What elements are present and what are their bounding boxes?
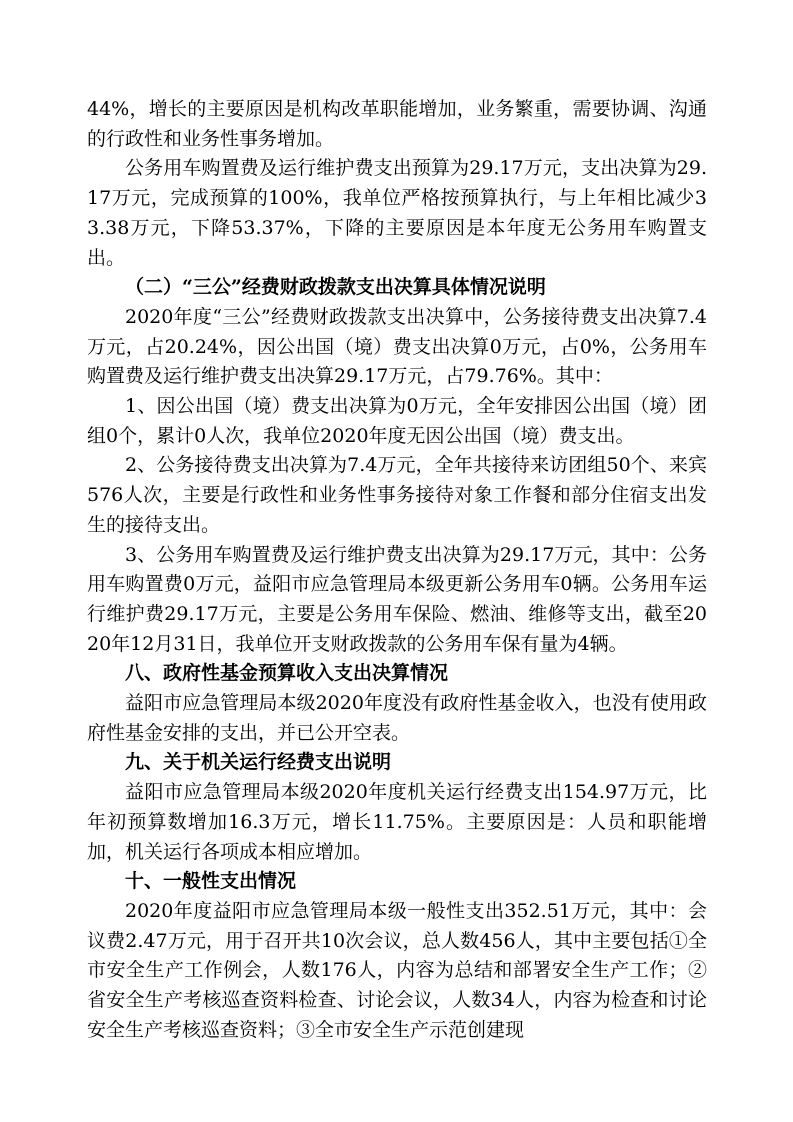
section-heading-three-public-details: （二）“三公”经费财政拨款支出决算具体情况说明 xyxy=(125,276,546,299)
section-heading-government-fund: 八、政府性基金预算收入支出决算情况 xyxy=(125,662,449,685)
paragraph-growth-reason: 44%，增长的主要原因是机构改革职能增加，业务繁重，需要协调、沟通的行政性和业务性事务增加。 xyxy=(87,98,707,150)
section-heading-general-expenditure: 十、一般性支出情况 xyxy=(125,870,297,893)
paragraph-government-fund: 益阳市应急管理局本级2020年度没有政府性基金收入，也没有使用政府性基金安排的支出，并已公开空表。 xyxy=(87,692,707,744)
paragraph-overseas-travel: 1、因公出国（境）费支出决算为0万元，全年安排因公出国（境）团组0个，累计0人次，我单位2020年度无因公出国（境）费支出。 xyxy=(87,395,707,447)
paragraph-vehicle-budget: 公务用车购置费及运行维护费支出预算为29.17万元，支出决算为29.17万元，完成预算的100%，我单位严格按预算执行，与上年相比减少33.38万元，下降53.37%，下降的主要原因是本年度无公务用车购置支出。 xyxy=(87,157,707,269)
paragraph-general-expenditure: 2020年度益阳市应急管理局本级一般性支出352.51万元，其中：会议费2.47万元，用于召开共10次会议，总人数456人，其中主要包括①全市安全生产工作例会，人数176人，内容为总结和部署安全生产工作；②省安全生产考核巡查资料检查、讨论会议，人数34人，内容为检查和讨论安全生产考核巡查资料；③全市安全生产示范创建现 xyxy=(87,899,707,1041)
paragraph-reception: 2、公务接待费支出决算为7.4万元，全年共接待来访团组50个、来宾576人次，主要是行政性和业务性事务接待对象工作餐和部分住宿支出发生的接待支出。 xyxy=(87,454,707,536)
paragraph-operating-expenses: 益阳市应急管理局本级2020年度机关运行经费支出154.97万元，比年初预算数增加16.3万元，增长11.75%。主要原因是：人员和职能增加，机关运行各项成本相应增加。 xyxy=(87,781,707,863)
paragraph-vehicle-details: 3、公务用车购置费及运行维护费支出决算为29.17万元，其中：公务用车购置费0万元，益阳市应急管理局本级更新公务用车0辆。公务用车运行维护费29.17万元，主要是公务用车保险、燃油、维修等支出，截至2020年12月31日，我单位开支财政拨款的公务用车保有量为4辆。 xyxy=(87,543,707,655)
paragraph-three-public-summary: 2020年度“三公”经费财政拨款支出决算中，公务接待费支出决算7.4万元，占20.24%，因公出国（境）费支出决算0万元，占0%，公务用车购置费及运行维护费支出决算29.17万元，占79.76%。其中： xyxy=(87,305,707,388)
document-body xyxy=(87,95,707,1046)
section-heading-operating-expenses: 九、关于机关运行经费支出说明 xyxy=(125,751,392,774)
